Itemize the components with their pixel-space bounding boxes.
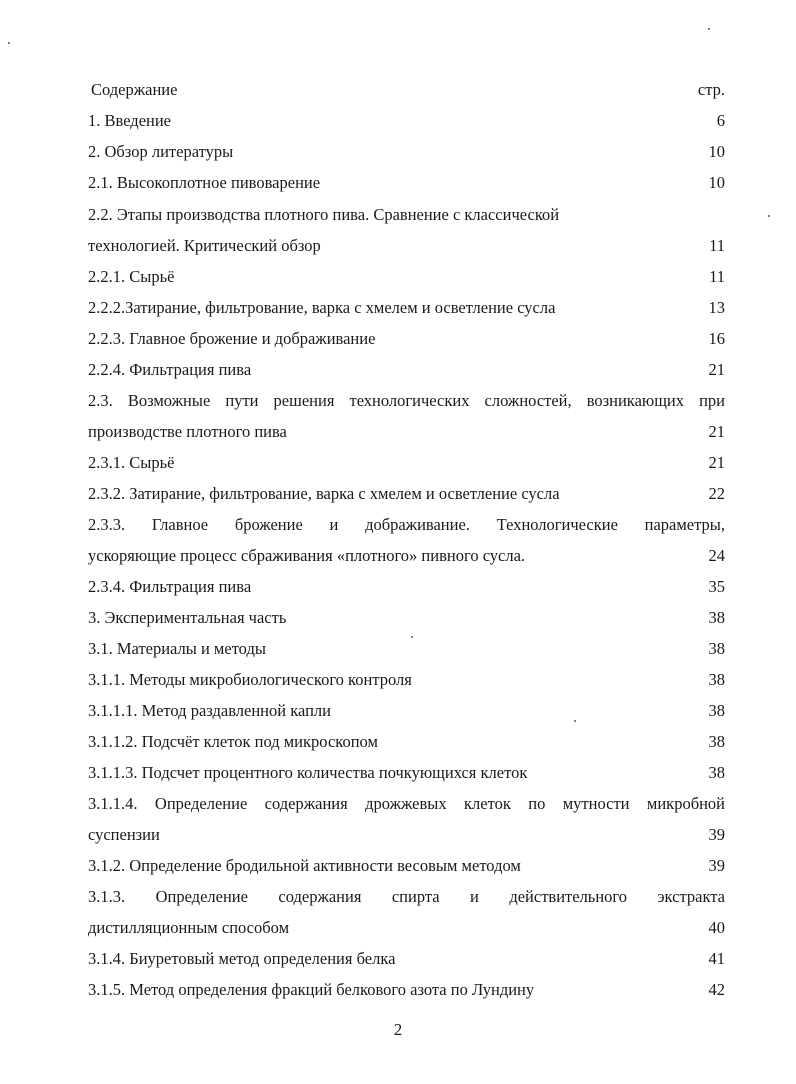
toc-entry-title: 3.1.3. Определение содержания спирта и действительного экстракта [88,887,725,906]
toc-entry-title: 3.1.1. Методы микробиологического контроля [88,670,412,689]
toc-entry-title: 2.3.1. Сырьё [88,453,175,472]
toc-entry-page: 24 [708,546,725,565]
toc-entry-title: производстве плотного пива [88,422,287,441]
toc-entry-title: 3.1.2. Определение бродильной активности весовым методом [88,856,521,875]
toc-entry-title: 3. Экспериментальная часть [88,608,287,627]
toc-entry-page: 21 [708,453,725,472]
toc-entry-title: 2.3.2. Затирание, фильтрование, варка с хмелем и осветление сусла [88,484,560,503]
toc-entry-page: 41 [708,949,725,968]
toc-entry-title: суспензии [88,825,160,844]
toc-entry-title: 2.3.3. Главное брожение и дображивание. Технологические параметры, [88,515,725,534]
toc-entry-page: 22 [708,484,725,503]
toc-entry-title: 2.2. Этапы производства плотного пива. Сравнение с классической [88,205,560,224]
toc-entry-page: 35 [708,577,725,596]
toc-entry-page: 38 [708,701,725,720]
toc-entry-title: 3.1.1.3. Подсчет процентного количества почкующихся клеток [88,763,528,782]
scan-speck [411,636,413,638]
toc-entry-page: 11 [709,236,725,255]
toc-entry-title: 3.1.1.2. Подсчёт клеток под микроскопом [88,732,378,751]
toc-entry-title: 2.2.3. Главное брожение и дображивание [88,329,376,348]
toc-entry-page: 38 [708,732,725,751]
toc-entry-title: 3.1.5. Метод определения фракций белкового азота по Лундину [88,980,535,999]
toc-entry-title: 3.1.1.1. Метод раздавленной капли [88,701,331,720]
toc-entry-title: 2.2.4. Фильтрация пива [88,360,252,379]
scan-speck [8,42,10,44]
toc-heading: Содержание [91,80,178,99]
scan-speck [708,28,710,30]
toc-entry-title: 3.1.4. Биуретовый метод определения белка [88,949,396,968]
toc-entry-page: 6 [716,111,725,130]
toc-entry-title: ускоряющие процесс сбраживания «плотного» пивного сусла. [88,546,526,565]
toc-entry-page: 38 [708,608,725,627]
toc-entry-title: 2.3. Возможные пути решения технологических сложностей, возникающих при [88,391,725,410]
toc-entry-title: 3.1. Материалы и методы [88,639,266,658]
toc-entry-page: 38 [708,639,725,658]
toc-entry-title: 2.1. Высокоплотное пивоварение [88,173,321,192]
toc-entry-page: 38 [708,763,725,782]
toc-entry-title: 2.3.4. Фильтрация пива [88,577,252,596]
toc-entry-title: 2. Обзор литературы [88,142,234,161]
toc-entry-title: технологией. Критический обзор [88,236,321,255]
toc-entry-title: 1. Введение [88,111,172,130]
toc-entry-page: 11 [709,267,725,286]
toc-entry-title: 3.1.1.4. Определение содержания дрожжевых клеток по мутности микробной [88,794,725,813]
toc-entry-page: 13 [708,298,725,317]
toc-entry-page: 10 [708,173,725,192]
toc-entry-page: 39 [708,856,725,875]
toc-entry-page: 38 [708,670,725,689]
toc-entry-page: 10 [708,142,725,161]
toc-entry-page: 39 [708,825,725,844]
scan-speck [574,720,576,722]
scan-speck [768,215,770,217]
page-number: 2 [393,1020,403,1039]
toc-entry-page: 21 [708,422,725,441]
toc-entry-title: 2.2.2.Затирание, фильтрование, варка с хмелем и осветление сусла [88,298,556,317]
toc-entry-page: 21 [708,360,725,379]
page-column-label: стр. [697,80,725,99]
toc-entry-page: 42 [708,980,725,999]
toc-entry-title: дистилляционным способом [88,918,290,937]
toc-entry-title: 2.2.1. Сырьё [88,267,175,286]
toc-entry-page: 40 [708,918,725,937]
toc-entry-page: 16 [708,329,725,348]
